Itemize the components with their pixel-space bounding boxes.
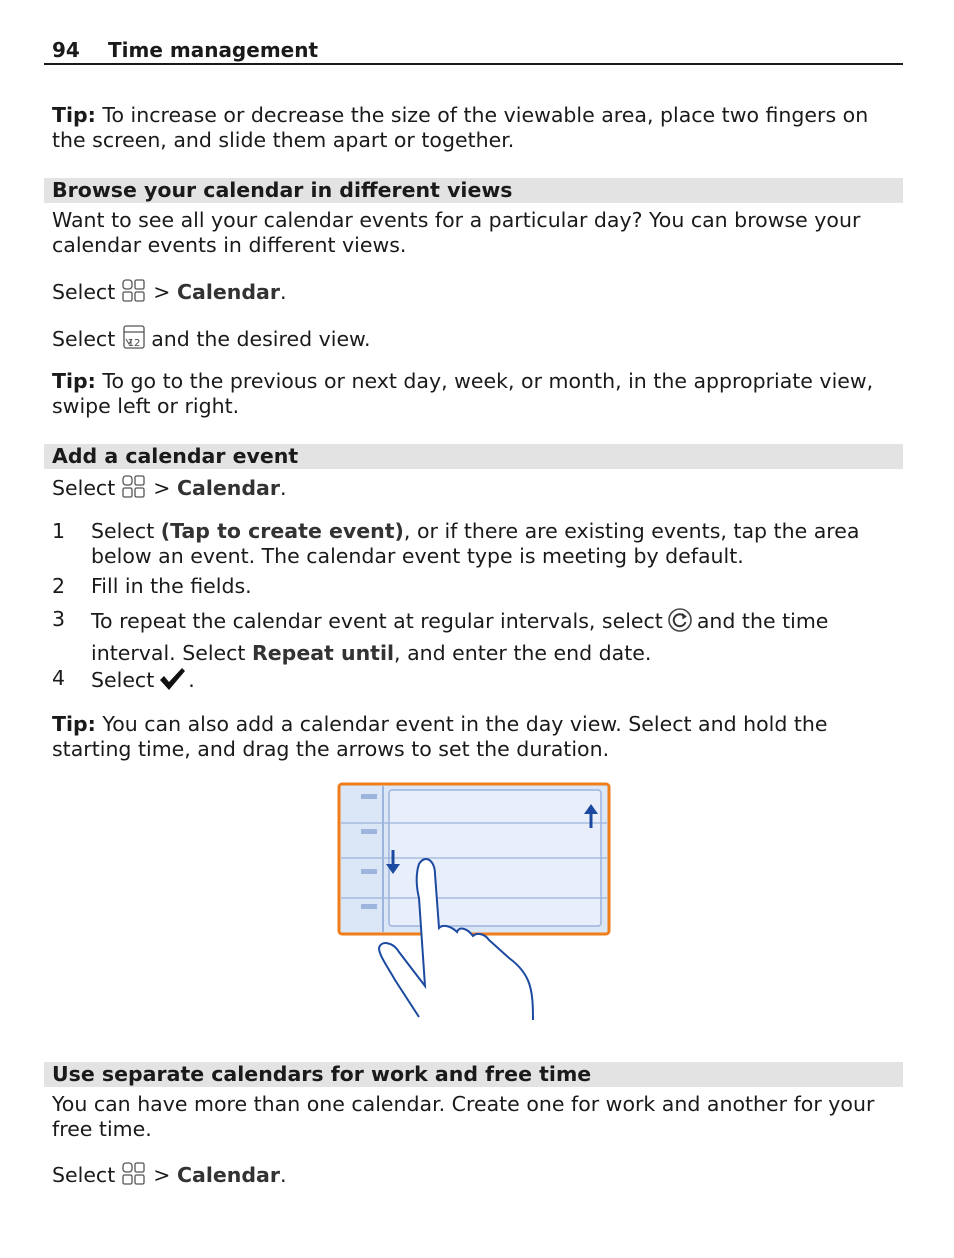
calendar-link[interactable]: Calendar [176,476,280,500]
step-post: and the time interval. Select [91,609,829,665]
period: . [280,476,287,500]
browse-intro: Want to see all your calendar events for a particular day? You can browse your calendar events in different views. [52,208,861,257]
step-pre: Select [91,668,155,692]
calendar-view-icon [121,323,147,357]
step-post: , or if there are existing events, tap the area below an event. The calendar event type is meeting by default. [91,519,860,568]
calendar-link[interactable]: Calendar [176,1163,280,1187]
step-post: , and enter the end date. [394,641,652,665]
select-word: Select [52,1163,116,1187]
tip-swipe [52,369,902,419]
tip-label: Tip: [52,369,96,393]
select-word: Select [52,280,116,304]
period: . [280,1163,287,1187]
repeat-icon[interactable] [667,607,693,640]
tip-text: To increase or decrease the size of the viewable area, place two fingers on the screen, and slide them apart or together. [52,103,869,152]
apps-grid-icon [121,278,147,310]
tip-day-view [52,712,902,762]
tip-label: Tip: [52,712,96,736]
svg-text:12: 12 [127,338,141,349]
view-instruction: and the desired view. [151,327,371,351]
add-select-calendar [52,474,902,506]
step-text [91,666,901,698]
page-header [44,38,903,65]
tip-zoom [52,103,902,153]
section-heading-bar [44,178,903,203]
repeat-until-option[interactable]: Repeat until [251,641,395,665]
tip-label: Tip: [52,103,96,127]
arrow-symbol: > [153,280,171,304]
step-text [91,607,901,667]
tip-text: To go to the previous or next day, week, or month, in the appropriate view, swipe left or right. [52,369,874,418]
arrow-symbol: > [153,1163,171,1187]
section-heading: Add a calendar event [52,444,299,468]
apps-grid-icon [121,474,147,506]
tip-text: You can also add a calendar event in the day view. Select and hold the starting time, and drag the arrows to set the duration. [52,712,828,761]
page-number: 94 [52,38,80,62]
step-number: 4 [52,666,66,690]
step-text [91,519,901,569]
browse-select-view [52,323,902,357]
step-number: 2 [52,574,66,598]
period: . [280,280,287,304]
apps-grid-icon [121,1161,147,1193]
checkmark-icon[interactable] [158,666,186,698]
arrow-symbol: > [153,476,171,500]
chapter-title: Time management [108,38,319,62]
select-word: Select [52,476,116,500]
section-heading: Use separate calendars for work and free time [52,1062,592,1086]
day-view-illustration [335,780,615,1025]
browse-select-calendar [52,278,902,310]
section-heading-bar [44,1062,903,1087]
select-word: Select [52,327,116,351]
separate-intro: You can have more than one calendar. Create one for work and another for your free time. [52,1092,875,1141]
step-pre: To repeat the calendar event at regular intervals, select [91,609,663,633]
step-post: . [188,668,195,692]
separate-select-calendar [52,1161,902,1193]
step-text: Fill in the fields. [91,574,252,598]
step-number: 1 [52,519,66,543]
step-number: 3 [52,607,66,631]
calendar-link[interactable]: Calendar [176,280,280,304]
tap-to-create-event[interactable]: (Tap to create event) [160,519,404,543]
step-pre: Select [91,519,161,543]
section-heading: Browse your calendar in different views [52,178,513,202]
section-heading-bar [44,444,903,469]
